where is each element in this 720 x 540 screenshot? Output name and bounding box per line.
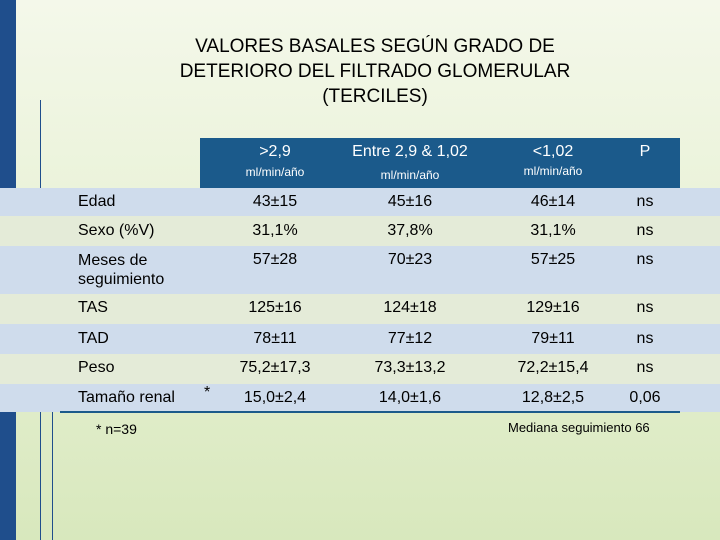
cell-peso-col1: 75,2±17,3 [239,359,311,376]
cell-tad-col3: 79±11 [531,330,575,347]
row-label-sexo: Sexo (%V) [78,222,155,239]
row-label-meses: Meses de seguimiento [78,252,165,288]
row-label-tamano-renal: Tamaño renal [78,389,175,406]
col-header-p: P [639,143,651,160]
slide-title [60,34,690,109]
footnote-left: * n=39 [96,421,137,437]
cell-sexo-col3: 31,1% [530,222,576,239]
cell-edad-col3: 46±14 [530,193,576,210]
cell-tas-p: ns [636,299,654,316]
cell-meses-col2: 70±23 [387,251,433,268]
col-header-1: >2,9 [259,143,291,160]
col-header-3: <1,02 [532,143,574,160]
cell-peso-col2: 73,3±13,2 [374,359,446,376]
col-unit-2: ml/min/año [380,168,440,182]
cell-meses-col3: 57±25 [530,251,576,268]
cell-tas-col3: 129±16 [526,299,580,316]
cell-edad-col1: 43±15 [252,193,298,210]
cell-tas-col2: 124±18 [383,299,437,316]
cell-sexo-col1: 31,1% [252,222,298,239]
cell-meses-col1: 57±28 [252,251,298,268]
col-unit-1: ml/min/año [245,165,305,179]
footnote-right: Mediana seguimiento 66 [508,420,650,435]
title-line-3: (TERCILES) [322,86,428,107]
cell-tamano-col1: 15,0±2,4 [243,389,307,406]
cell-tad-col1: 78±11 [253,330,297,347]
row-label-tad: TAD [78,330,109,347]
cell-edad-p: ns [636,193,654,210]
cell-tas-col1: 125±16 [248,299,302,316]
row-label-peso: Peso [78,359,115,376]
title-line-1: VALORES BASALES SEGÚN GRADO DE [195,36,555,57]
row-label-tas: TAS [78,299,108,316]
row-marker-asterisk: * [204,384,211,401]
col-header-2: Entre 2,9 & 1,02 [352,143,468,160]
cell-tad-col2: 77±12 [387,330,433,347]
cell-tamano-p: 0,06 [629,389,661,406]
cell-meses-p: ns [636,251,654,268]
cell-tamano-col2: 14,0±1,6 [378,389,442,406]
row-label-edad: Edad [78,193,116,210]
col-unit-3: ml/min/año [523,164,583,178]
cell-sexo-p: ns [636,222,654,239]
cell-peso-p: ns [636,359,654,376]
title-line-2: DETERIORO DEL FILTRADO GLOMERULAR [179,61,571,82]
table-bottom-rule [60,411,680,413]
cell-edad-col2: 45±16 [387,193,433,210]
cell-sexo-col2: 37,8% [387,222,433,239]
cell-tad-p: ns [636,330,654,347]
cell-peso-col3: 72,2±15,4 [517,359,589,376]
cell-tamano-col3: 12,8±2,5 [521,389,585,406]
